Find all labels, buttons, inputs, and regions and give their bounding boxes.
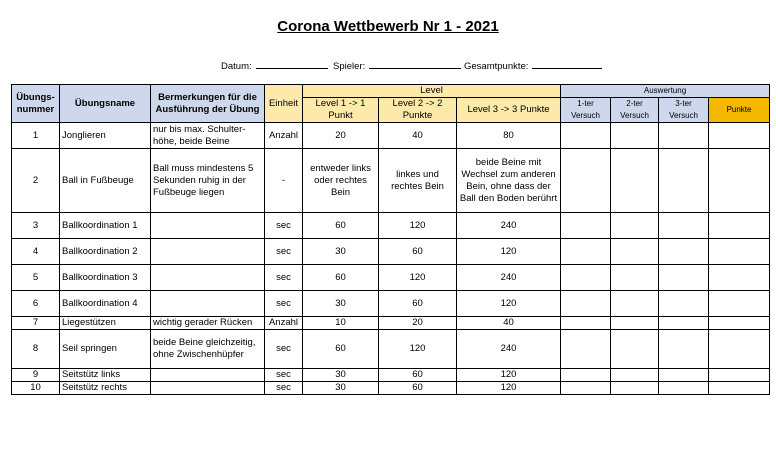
row-bemerkung: wichtig gerader Rücken [151, 317, 265, 330]
row-punkte[interactable] [709, 239, 770, 265]
header-versuch-3: 3-ter Versuch [659, 98, 709, 123]
row-number: 3 [12, 213, 60, 239]
row-level-1: 30 [303, 382, 379, 395]
table-row [12, 123, 770, 149]
row-punkte[interactable] [709, 330, 770, 369]
row-level-3: 80 [457, 123, 561, 149]
row-level-2: 60 [379, 382, 457, 395]
row-level-2: 60 [379, 239, 457, 265]
row-bemerkung [151, 239, 265, 265]
row-punkte[interactable] [709, 291, 770, 317]
header-level-3: Level 3 -> 3 Punkte [457, 98, 561, 123]
exercise-table [11, 84, 770, 395]
row-versuch-3[interactable] [659, 265, 709, 291]
row-name: Seil springen [60, 330, 151, 369]
row-name: Seitstütz rechts [60, 382, 151, 395]
row-level-1: entweder links oder rechtes Bein [303, 149, 379, 213]
table-row [12, 239, 770, 265]
table-row [12, 213, 770, 239]
row-versuch-1[interactable] [561, 369, 611, 382]
row-level-2: linkes und rechtes Bein [379, 149, 457, 213]
table-row [12, 330, 770, 369]
row-versuch-1[interactable] [561, 265, 611, 291]
row-level-2: 120 [379, 213, 457, 239]
row-name: Ball in Fußbeuge [60, 149, 151, 213]
row-versuch-2[interactable] [611, 317, 659, 330]
header-level-1: Level 1 -> 1 Punkt [303, 98, 379, 123]
row-level-1: 30 [303, 291, 379, 317]
gesamtpunkte-field [464, 59, 602, 72]
row-versuch-3[interactable] [659, 291, 709, 317]
row-versuch-1[interactable] [561, 382, 611, 395]
row-number: 9 [12, 369, 60, 382]
row-versuch-2[interactable] [611, 123, 659, 149]
table-row [12, 291, 770, 317]
row-level-1: 30 [303, 369, 379, 382]
header-nummer: Übungs-nummer [12, 85, 60, 123]
row-versuch-2[interactable] [611, 369, 659, 382]
row-versuch-1[interactable] [561, 123, 611, 149]
row-name: Ballkoordination 2 [60, 239, 151, 265]
row-versuch-3[interactable] [659, 330, 709, 369]
row-versuch-1[interactable] [561, 213, 611, 239]
row-number: 4 [12, 239, 60, 265]
row-versuch-2[interactable] [611, 330, 659, 369]
row-punkte[interactable] [709, 369, 770, 382]
row-einheit: sec [265, 265, 303, 291]
row-versuch-2[interactable] [611, 239, 659, 265]
row-level-3: 240 [457, 213, 561, 239]
header-versuch-2: 2-ter Versuch [611, 98, 659, 123]
row-name: Liegestützen [60, 317, 151, 330]
row-versuch-3[interactable] [659, 317, 709, 330]
row-number: 10 [12, 382, 60, 395]
row-number: 5 [12, 265, 60, 291]
row-versuch-1[interactable] [561, 317, 611, 330]
row-level-2: 120 [379, 330, 457, 369]
row-versuch-3[interactable] [659, 382, 709, 395]
header-name: Übungsname [60, 85, 151, 123]
row-level-1: 60 [303, 330, 379, 369]
row-level-2: 120 [379, 265, 457, 291]
row-einheit: sec [265, 382, 303, 395]
row-number: 8 [12, 330, 60, 369]
row-versuch-2[interactable] [611, 149, 659, 213]
row-punkte[interactable] [709, 213, 770, 239]
table-row [12, 369, 770, 382]
gesamtpunkte-label: Gesamtpunkte: [464, 61, 529, 72]
row-name: Jonglieren [60, 123, 151, 149]
row-level-2: 60 [379, 369, 457, 382]
datum-field [221, 59, 328, 72]
header-einheit: Einheit [265, 85, 303, 123]
row-versuch-1[interactable] [561, 291, 611, 317]
row-number: 7 [12, 317, 60, 330]
row-level-1: 30 [303, 239, 379, 265]
row-versuch-1[interactable] [561, 330, 611, 369]
row-name: Seitstütz links [60, 369, 151, 382]
row-level-1: 20 [303, 123, 379, 149]
row-einheit: Anzahl [265, 317, 303, 330]
row-einheit: - [265, 149, 303, 213]
row-level-1: 10 [303, 317, 379, 330]
row-level-2: 60 [379, 291, 457, 317]
header-punkte: Punkte [709, 98, 770, 123]
row-name: Ballkoordination 4 [60, 291, 151, 317]
row-versuch-2[interactable] [611, 291, 659, 317]
row-punkte[interactable] [709, 382, 770, 395]
row-level-3: 120 [457, 239, 561, 265]
row-level-3: 240 [457, 330, 561, 369]
table-body [12, 123, 770, 395]
row-level-3: 120 [457, 369, 561, 382]
row-einheit: sec [265, 369, 303, 382]
row-bemerkung [151, 369, 265, 382]
row-level-2: 40 [379, 123, 457, 149]
row-level-1: 60 [303, 265, 379, 291]
row-number: 2 [12, 149, 60, 213]
row-level-3: 120 [457, 382, 561, 395]
header-bemerkungen: Bermerkungen für die Ausführung der Übung [151, 85, 265, 123]
row-einheit: sec [265, 213, 303, 239]
row-versuch-3[interactable] [659, 213, 709, 239]
row-name: Ballkoordination 1 [60, 213, 151, 239]
table-row [12, 382, 770, 395]
row-versuch-3[interactable] [659, 149, 709, 213]
header-auswertung: Auswertung [561, 85, 770, 98]
row-versuch-3[interactable] [659, 369, 709, 382]
row-versuch-1[interactable] [561, 149, 611, 213]
row-einheit: sec [265, 330, 303, 369]
row-level-3: beide Beine mit Wechsel zum anderen Bein, ohne dass der Ball den Boden berührt [457, 149, 561, 213]
row-einheit: sec [265, 291, 303, 317]
row-versuch-3[interactable] [659, 123, 709, 149]
row-number: 6 [12, 291, 60, 317]
row-bemerkung: Ball muss mindestens 5 Sekunden ruhig in der Fußbeuge liegen [151, 149, 265, 213]
row-versuch-1[interactable] [561, 239, 611, 265]
row-punkte[interactable] [709, 265, 770, 291]
row-level-1: 60 [303, 213, 379, 239]
table-row [12, 265, 770, 291]
row-einheit: sec [265, 239, 303, 265]
row-bemerkung [151, 265, 265, 291]
row-level-2: 20 [379, 317, 457, 330]
row-punkte[interactable] [709, 123, 770, 149]
row-number: 1 [12, 123, 60, 149]
row-punkte[interactable] [709, 317, 770, 330]
row-bemerkung [151, 291, 265, 317]
header-level-2: Level 2 -> 2 Punkte [379, 98, 457, 123]
header-level: Level [303, 85, 561, 98]
page-title: Corona Wettbewerb Nr 1 - 2021 [277, 18, 499, 35]
row-level-3: 120 [457, 291, 561, 317]
header-versuch-1: 1-ter Versuch [561, 98, 611, 123]
row-level-3: 40 [457, 317, 561, 330]
row-bemerkung: nur bis max. Schulter-höhe, beide Beine [151, 123, 265, 149]
row-versuch-3[interactable] [659, 239, 709, 265]
row-bemerkung: beide Beine gleichzeitig, ohne Zwischenhüpfer [151, 330, 265, 369]
row-punkte[interactable] [709, 149, 770, 213]
table-row [12, 317, 770, 330]
row-level-3: 240 [457, 265, 561, 291]
row-bemerkung [151, 213, 265, 239]
row-versuch-2[interactable] [611, 265, 659, 291]
row-versuch-2[interactable] [611, 382, 659, 395]
datum-label: Datum: [221, 61, 252, 72]
row-einheit: Anzahl [265, 123, 303, 149]
row-versuch-2[interactable] [611, 213, 659, 239]
row-bemerkung [151, 382, 265, 395]
table-row [12, 149, 770, 213]
spieler-field [333, 59, 461, 72]
row-name: Ballkoordination 3 [60, 265, 151, 291]
spieler-label: Spieler: [333, 61, 366, 72]
